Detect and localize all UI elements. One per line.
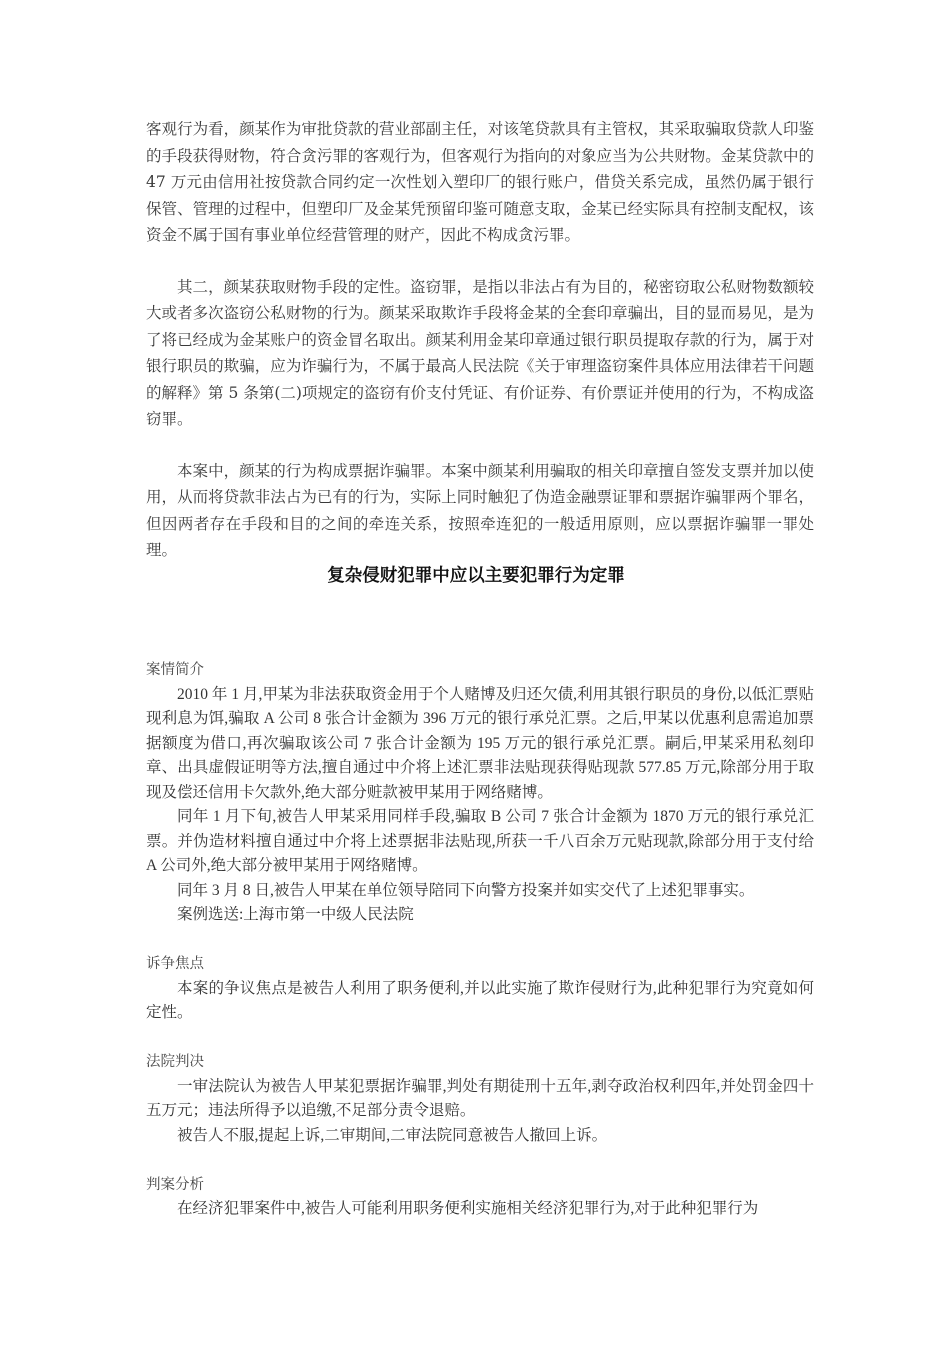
judgment-paragraph: 被告人不服,提起上诉,二审期间,二审法院同意被告人撤回上诉。 xyxy=(177,1126,608,1144)
case-paragraph: 同年 1 月下旬,被告人甲某采用同样手段,骗取 B 公司 7 张合计金额为 1870 万元的银行承兑汇票。并伪造材料擅自通过中介将上述票据非法贴现,所获一千八百余万元贴现款,除部分用于支付给 A 公司外,绝大部分被甲某用于网络赌博。 xyxy=(146,808,814,874)
paragraph-theft-analysis: 其二，颜某获取财物手段的定性。盗窃罪，是指以非法占有为目的，秘密窃取公私财物数额较大或者多次盗窃公私财物的行为。颜某采取欺诈手段将金某的全套印章骗出，目的显而易见，是为了将已经成为金某账户的资金冒名取出。颜某利用金某印章通过银行职员提取存款的行为，属于对银行职员的欺骗，应为诈骗行为，不属于最高人民法院《关于审理盗窃案件具体应用法律若干问题的解释》第 5 条第(二)项规定的盗窃有价支付凭证、有价证券、有价票证并使用的行为，不构成盗窃罪。 xyxy=(146,277,814,428)
section-title: 法院判决 xyxy=(146,1054,204,1070)
article-heading: 复杂侵财犯罪中应以主要犯罪行为定罪 xyxy=(327,566,625,586)
judgment-paragraph: 一审法院认为被告人甲某犯票据诈骗罪,判处有期徒刑十五年,剥夺政治权利四年,并处罚金四十五万元；违法所得予以追缴,不足部分责令退赔。 xyxy=(146,1077,814,1119)
lower-body xyxy=(146,658,814,1222)
case-paragraph: 2010 年 1 月,甲某为非法获取资金用于个人赌博及归还欠债,利用其银行职员的身份,以低汇票贴现利息为饵,骗取 A 公司 8 张合计金额为 396 万元的银行承兑汇票。之后,甲某以优惠利息需追加票据额度为借口,再次骗取该公司 7 张合计金额为 195 万元的银行承兑汇票。嗣后,甲某采用私刻印章、出具虚假证明等方法,擅自通过中介将上述汇票非法贴现获得贴现款 577.85 万元,除部分用于取现及偿还信用卡欠款外,绝大部分赃款被甲某用于网络赌博。 xyxy=(146,685,814,801)
section-dispute xyxy=(146,952,814,1026)
section-judgment xyxy=(146,1050,814,1148)
dispute-paragraph: 本案的争议焦点是被告人利用了职务便利,并以此实施了欺诈侵财行为,此种犯罪行为究竟如何定性。 xyxy=(146,979,814,1021)
section-case-intro xyxy=(146,658,814,928)
paragraph-conclusion: 本案中，颜某的行为构成票据诈骗罪。本案中颜某利用骗取的相关印章擅自签发支票并加以使用，从而将贷款非法占为已有的行为，实际上同时触犯了伪造金融票证罪和票据诈骗罪两个罪名，但因两者存在手段和目的之间的牵连关系，按照牵连犯的一般适用原则，应以票据诈骗罪一罪处理。 xyxy=(146,461,814,559)
section-title: 判案分析 xyxy=(146,1176,204,1193)
paragraph-objective-behavior: 客观行为看，颜某作为审批贷款的营业部副主任，对该笔贷款具有主管权，其采取骗取贷款人印鉴的手段获得财物，符合贪污罪的客观行为，但客观行为指向的对象应当为公共财物。金某贷款中的 47 万元由信用社按贷款合同约定一次性划入塑印厂的银行账户，借贷关系完成，虽然仍属于银行保管、管理的过程中，但塑印厂及金某凭预留印鉴可随意支取，金某已经实际具有控制支配权，该资金不属于国有事业单位经营管理的财产，因此不构成贪污罪。 xyxy=(146,120,814,244)
upper-body xyxy=(146,116,814,589)
section-title: 案情简介 xyxy=(146,662,204,678)
section-analysis xyxy=(146,1173,814,1222)
section-title: 诉争焦点 xyxy=(146,956,204,972)
case-source: 案例选送:上海市第一中级人民法院 xyxy=(177,906,414,923)
analysis-paragraph: 在经济犯罪案件中,被告人可能利用职务便利实施相关经济犯罪行为,对于此种犯罪行为 xyxy=(177,1200,759,1217)
case-paragraph: 同年 3 月 8 日,被告人甲某在单位领导陪同下向警方投案并如实交代了上述犯罪事实。 xyxy=(177,881,755,899)
